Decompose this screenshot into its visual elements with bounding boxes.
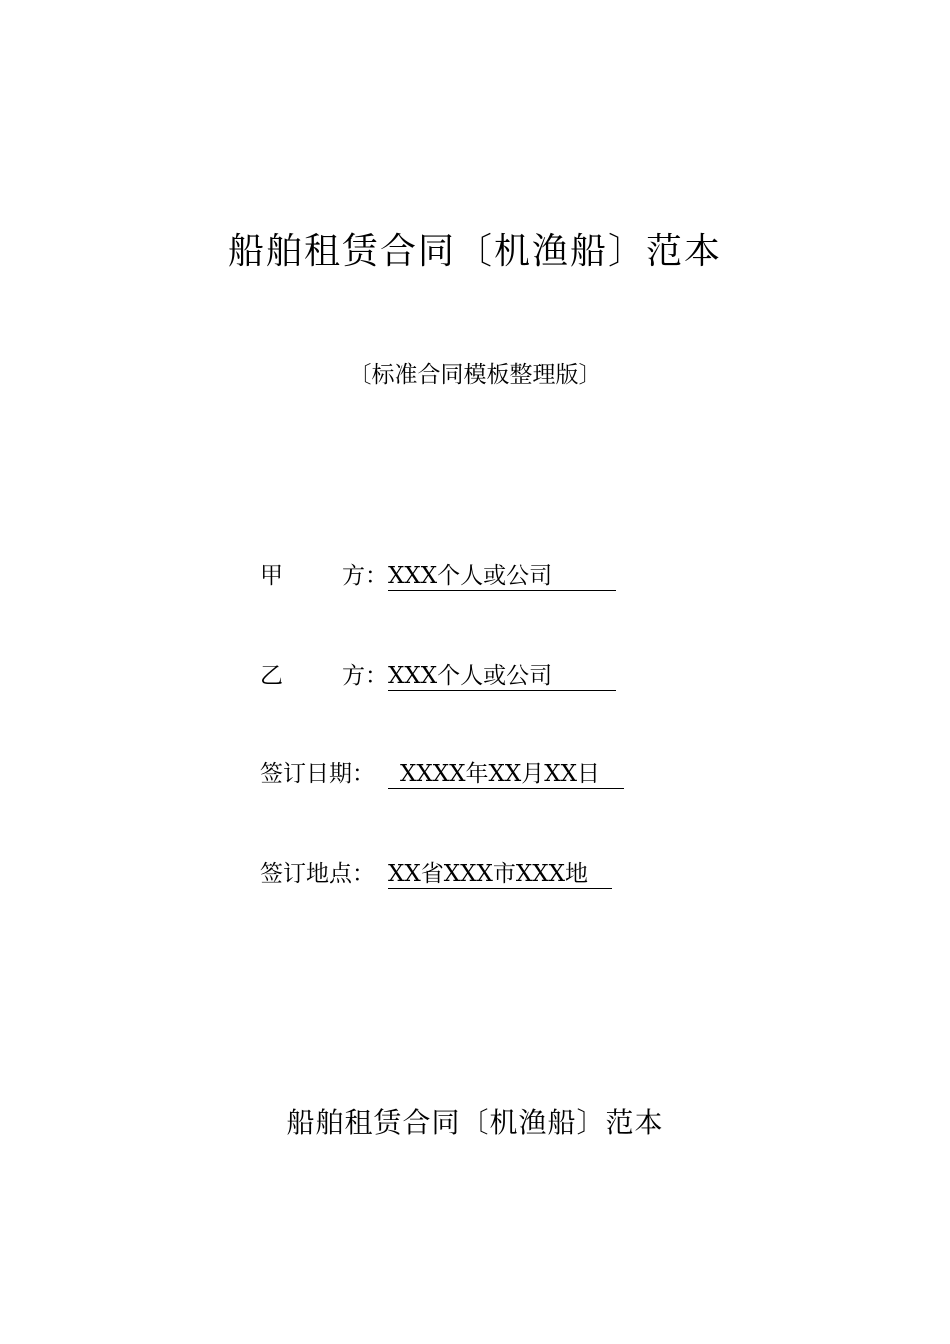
document-title: 船舶租赁合同〔机渔船〕范本	[227, 231, 722, 272]
party-a-label-suffix: 方：	[342, 563, 388, 589]
signing-date-label: 签订日期：	[260, 761, 375, 787]
document-subtitle: 〔标准合同模板整理版〕	[348, 362, 602, 388]
party-b-field	[260, 658, 616, 694]
party-b-value: XXX个人或公司	[388, 662, 616, 691]
party-a-field	[260, 558, 616, 594]
party-b-label-suffix: 方：	[342, 663, 388, 689]
party-b-label	[260, 658, 388, 694]
party-a-label-char: 甲	[260, 563, 283, 589]
party-b-label-char: 乙	[260, 663, 283, 689]
signing-place-label: 签订地点：	[260, 861, 375, 887]
signing-date-field	[260, 756, 624, 792]
signing-date-value: XXXX年XX月XX日	[388, 760, 624, 789]
signing-place-field	[260, 856, 612, 892]
party-a-label	[260, 558, 388, 594]
party-a-value: XXX个人或公司	[388, 562, 616, 591]
footer-title: 船舶租赁合同〔机渔船〕范本	[286, 1106, 664, 1139]
signing-place-value: XX省XXX市XXX地	[388, 860, 612, 889]
